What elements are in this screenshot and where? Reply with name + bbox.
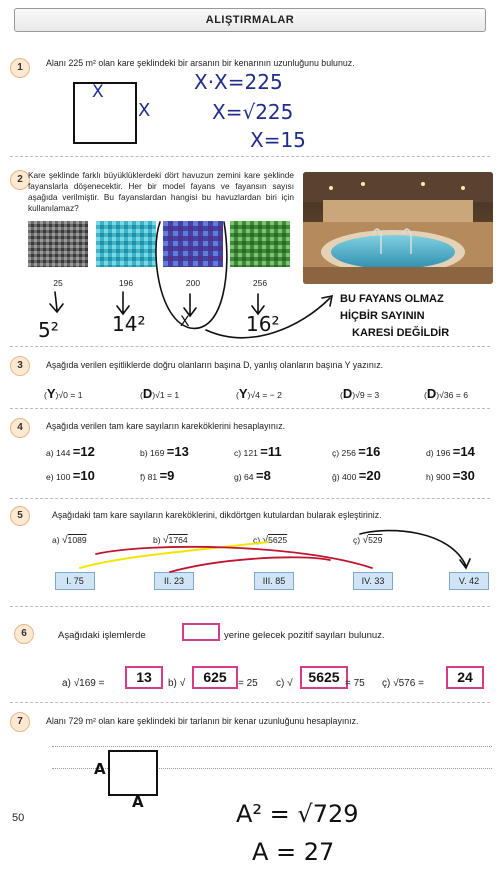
hw-side-bottom: A [132, 793, 144, 811]
note-line-1: BU FAYANS OLMAZ [340, 293, 444, 305]
q5-matching-lines [0, 520, 500, 600]
hw-x-inside: X [92, 82, 104, 102]
q6-box-c[interactable]: 5625 [300, 666, 348, 689]
q4-ans-c: =11 [260, 444, 282, 459]
tile-label-1: 25 [53, 278, 63, 288]
question-6-number: 6 [14, 624, 34, 644]
q4-label-e: e) 100 [46, 472, 71, 482]
hw-tile-4: 16² [246, 312, 280, 336]
hw-x-side: X [138, 100, 151, 121]
q4-ans-f: =9 [159, 468, 175, 483]
divider [10, 156, 490, 157]
tile-label-3: 200 [185, 278, 201, 288]
question-6-text-before: Aşağıdaki işlemlerde [58, 630, 146, 641]
q6-box-cc[interactable]: 24 [446, 666, 484, 689]
divider [10, 606, 490, 607]
q3-mark-3: Y [238, 386, 248, 401]
q4-ans-h: =30 [452, 468, 475, 483]
question-5-number: 5 [10, 506, 30, 526]
divider [10, 702, 490, 703]
page-title: ALIŞTIRMALAR [14, 8, 486, 32]
q4-ans-gg: =20 [358, 468, 381, 483]
q4-label-b: b) 169 [140, 448, 165, 458]
q3-mark-5: D [426, 386, 437, 401]
divider [10, 408, 490, 409]
q6-post-c: = 75 [345, 678, 365, 689]
hw-tile-3: X [180, 314, 190, 330]
hw-q1-line1: X·X=225 [194, 70, 283, 94]
q3-mark-1: Y [46, 386, 56, 401]
q5-box-1[interactable]: I. 75 [55, 572, 95, 590]
tile-label-4: 256 [252, 278, 268, 288]
q4-label-f: f) 81 [140, 472, 158, 482]
question-7-number: 7 [10, 712, 30, 732]
q5-root-cc: ç) √529 [353, 535, 383, 546]
q6-item-a: a) √169 = [62, 678, 105, 689]
question-3-text: Aşağıda verilen eşitliklerde doğru olanların başına D, yanlış olanların başına Y yazınız. [46, 360, 384, 370]
hw-tile-1: 5² [38, 318, 59, 342]
note-line-2: HİÇBİR SAYININ [340, 310, 425, 322]
question-2-number: 2 [10, 170, 30, 190]
field-square-drawing [108, 750, 158, 796]
q6-item-cc: ç) √576 = [382, 678, 424, 689]
q4-items [46, 440, 496, 490]
hw-q7-line2: A = 27 [252, 838, 335, 866]
q3-expr-5: √36 = 6 [439, 390, 468, 400]
hw-q1-line2: X=√225 [212, 100, 294, 124]
divider [10, 346, 490, 347]
answer-line-1 [52, 746, 492, 747]
q6-sample-box [182, 623, 220, 641]
question-4-number: 4 [10, 418, 30, 438]
q6-item-c: c) √ [276, 678, 293, 689]
q4-label-g: g) 64 [234, 472, 254, 482]
q5-root-a: a) √1089 [52, 535, 87, 546]
q5-box-4[interactable]: IV. 33 [353, 572, 393, 590]
q5-root-c: c) √5625 [253, 535, 288, 546]
hw-q2-note [340, 291, 449, 342]
question-1-number: 1 [10, 58, 30, 78]
q3-expr-3: √4 = − 2 [250, 390, 282, 400]
q4-ans-d: =14 [452, 444, 475, 459]
question-2-text: Kare şeklinde farklı büyüklüklerdeki dört havuzun zemini kare şeklinde fayanslarla döşenecektir. Her bir model fayans ve fayansın sayısı aşağıda verilmiştir. Bu fayanslardan hangisi bu havuzlardan biri için kullanılamaz? [28, 170, 294, 213]
q5-box-3[interactable]: III. 85 [254, 572, 294, 590]
question-7-text: Alanı 729 m² olan kare şeklindeki bir tarlanın bir kenar uzunluğunu hesaplayınız. [46, 716, 359, 726]
q4-ans-e: =10 [72, 468, 95, 483]
q4-ans-cc: =16 [358, 444, 381, 459]
hw-tile-2: 14² [112, 312, 146, 336]
q4-label-h: h) 900 [426, 472, 451, 482]
hw-side-left: A [94, 760, 106, 778]
q4-ans-a: =12 [72, 444, 95, 459]
q4-label-c: c) 121 [234, 448, 258, 458]
q6-post-b: = 25 [238, 678, 258, 689]
q4-label-gg: ğ) 400 [332, 472, 357, 482]
q3-mark-4: D [342, 386, 353, 401]
question-1-text: Alanı 225 m² olan kare şeklindeki bir arsanın bir kenarının uzunluğunu bulunuz. [46, 58, 355, 68]
q4-label-d: d) 196 [426, 448, 451, 458]
q6-item-b: b) √ [168, 678, 186, 689]
q3-expr-1: √0 = 1 [58, 390, 83, 400]
divider [10, 498, 490, 499]
q6-box-b[interactable]: 625 [192, 666, 238, 689]
q6-box-a[interactable]: 13 [125, 666, 163, 689]
q5-box-5[interactable]: V. 42 [449, 572, 489, 590]
q5-root-b: b) √1764 [153, 535, 188, 546]
hw-q7-line1: A² = √729 [236, 800, 359, 828]
question-5-text: Aşağıdaki tam kare sayıların kareköklerini, dikdörtgen kutulardan bularak eşleştiriniz. [52, 510, 382, 520]
q4-ans-b: =13 [166, 444, 189, 459]
q3-expr-2: √1 = 1 [155, 390, 180, 400]
q3-items: (Y)√0 = 1 (D)√1 = 1 (Y)√4 = − 2 (D)√9 = 3 (D)√36 = 6 [44, 386, 468, 401]
question-4-text: Aşağıda verilen tam kare sayıların kareköklerini hesaplayınız. [46, 421, 286, 431]
square-drawing [73, 82, 137, 144]
note-line-3: KARESİ DEĞİLDİR [352, 327, 450, 339]
q4-label-a: a) 144 [46, 448, 71, 458]
q4-label-cc: ç) 256 [332, 448, 356, 458]
q5-box-2[interactable]: II. 23 [154, 572, 194, 590]
tile-label-2: 196 [118, 278, 134, 288]
q3-expr-4: √9 = 3 [355, 390, 380, 400]
hw-q1-line3: X=15 [250, 128, 306, 152]
q4-ans-g: =8 [255, 468, 271, 483]
q3-mark-2: D [142, 386, 153, 401]
question-3-number: 3 [10, 356, 30, 376]
page-number: 50 [12, 812, 25, 824]
question-6-text-after: yerine gelecek pozitif sayıları bulunuz. [224, 630, 385, 641]
